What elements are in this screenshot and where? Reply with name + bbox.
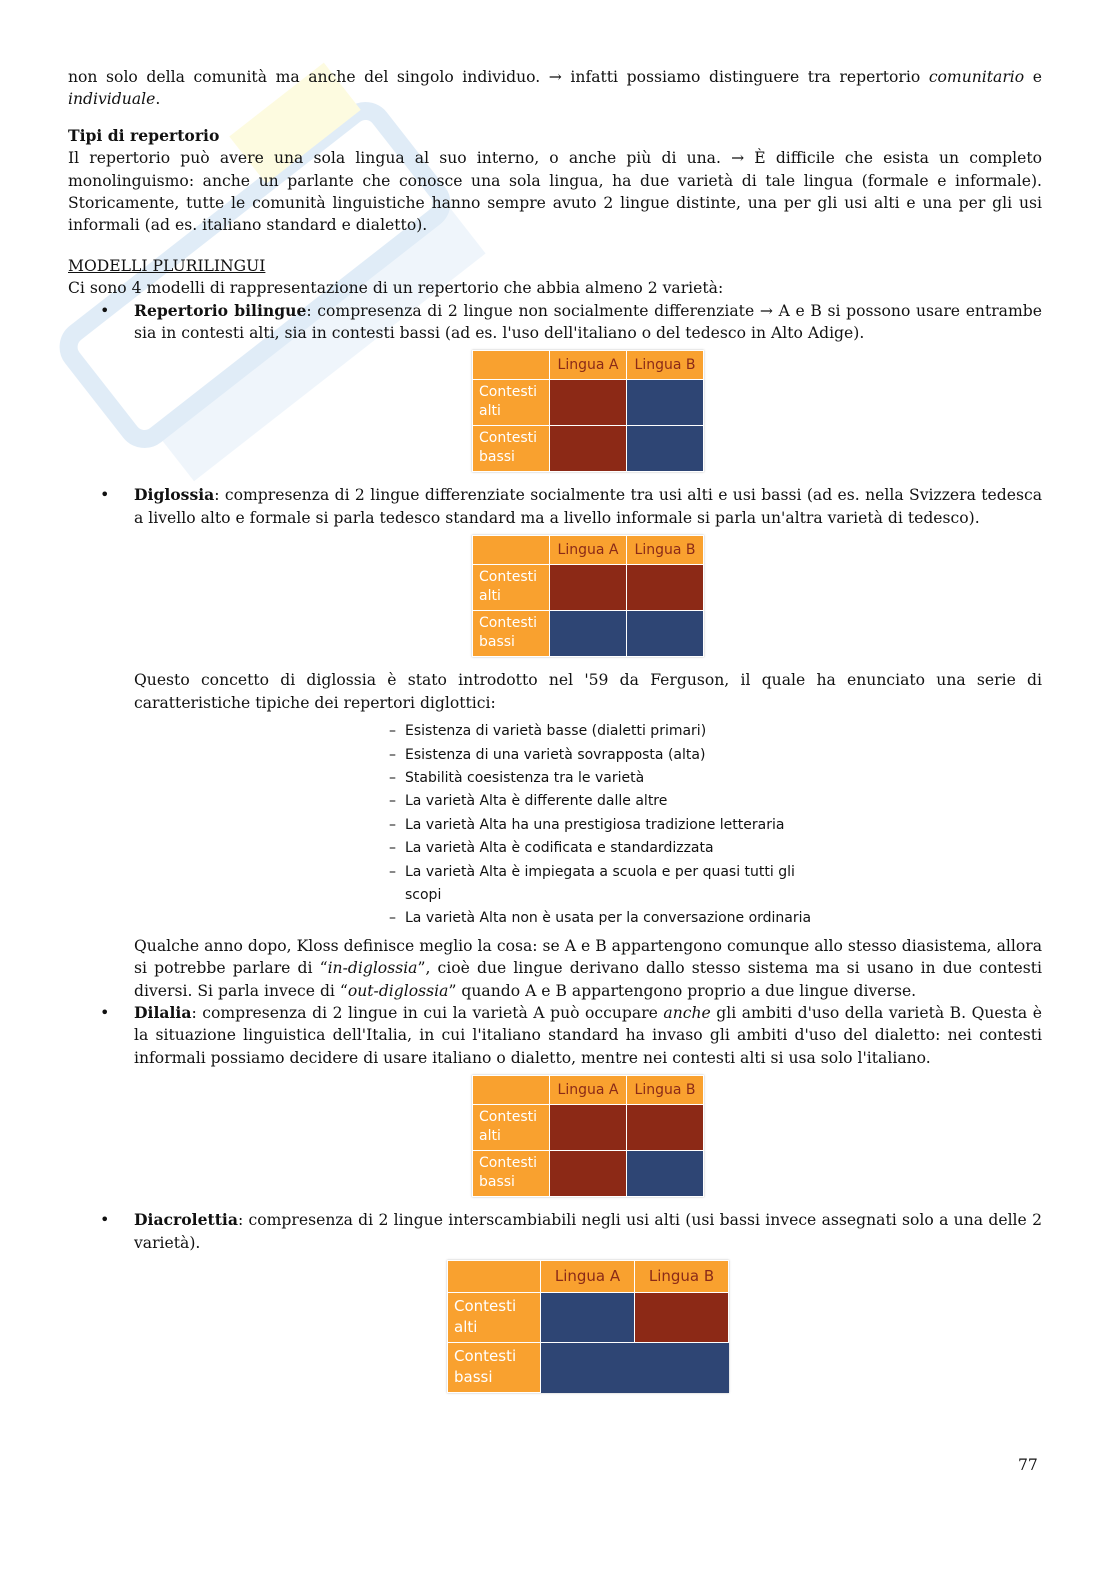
cell-bassi-b: [627, 611, 704, 657]
cell-alti-a: [550, 565, 627, 611]
list-item-bilingue: • Repertorio bilingue: compresenza di 2 lingue non socialmente differenziate → A e B si possono usare entrambe sia in contesti alti, sia in contesti bassi (ad es. l'uso dell'italiano o del tedesco in Alto Adige). Lingua A Lingua B Contesti alti Contesti bassi: [68, 300, 1042, 473]
cell-bassi-a: [550, 611, 627, 657]
cell-bassi-ab: [541, 1343, 729, 1393]
arrow-icon: →: [759, 301, 773, 320]
arrow-icon: →: [548, 68, 562, 86]
table-dilalia: Lingua A Lingua B Contesti alti Contesti bassi: [472, 1075, 704, 1197]
cell-alti-a: [550, 1105, 627, 1151]
list-item: – Esistenza di una varietà sovrapposta (alta): [389, 744, 825, 767]
cell-bassi-a: [550, 1151, 627, 1197]
table-diglossia: Lingua A Lingua B Contesti alti Contesti bassi: [472, 535, 704, 657]
models-list: [68, 300, 1042, 1393]
cell-alti-b: [635, 1293, 729, 1343]
intro-paragraph: non solo della comunità ma anche del singolo individuo. → infatti possiamo distinguere tra repertorio comunitario e individuale.: [68, 68, 1042, 109]
cell-bassi-b: [627, 426, 704, 472]
cell-bassi-a: [550, 426, 627, 472]
list-item: – La varietà Alta non è usata per la conversazione ordinaria: [389, 907, 825, 930]
cell-bassi-b: [627, 1151, 704, 1197]
cell-alti-b: [627, 565, 704, 611]
document-page: [68, 66, 1042, 1405]
list-item: – La varietà Alta è differente dalle altre: [389, 790, 825, 813]
list-item: – Stabilità coesistenza tra le varietà: [389, 767, 825, 790]
list-item: – La varietà Alta è codificata e standardizzata: [389, 837, 825, 860]
list-item: – Esistenza di varietà basse (dialetti primari): [389, 720, 825, 743]
table-bilingue: Lingua A Lingua B Contesti alti Contesti bassi: [472, 350, 704, 472]
modelli-intro: Ci sono 4 modelli di rappresentazione di un repertorio che abbia almeno 2 varietà:: [68, 279, 724, 298]
arrow-icon: →: [731, 149, 745, 168]
page-number: 77: [1018, 1456, 1038, 1474]
list-item-diglossia: • Diglossia: compresenza di 2 lingue differenziate socialmente tra usi alti e usi bassi (ad es. nella Svizzera tedesca a livello alto e formale si parla tedesco standard ma a livello informale si parla un'altra varietà di tedesco). Lingua A Lingua B Contesti alti Contesti bassi Questo concetto di diglossia è stato introdotto nel '59 da Ferguson, il quale ha enunciato una serie di caratteristiche tipiche dei repertori diglottici: – Esistenza di varietà basse (dialetti primari) – Esistenza di una varietà sovrapposta (alta) – Stabilità coesistenza tra le varietà – La varietà Alta è differente dalle altre – La varietà Alta ha una prestigiosa tradizione letteraria – La varietà Alta è codificata e standardizzata – La varietà Alta è impiegata a scuola e per quasi tutti gli scopi – La varietà Alta non è usata per la conversazione ordinaria Qualche anno dopo, Kloss definisce meglio la cosa: se A e B appartengono comunque allo stesso diasistema, allora si potrebbe parlare di “in-diglossia”, cioè due lingue derivano dallo stesso sistema ma si usano in due contesti diversi. Si parla invece di “out-diglossia” quando A e B appartengono proprio a due lingue diverse.: [68, 484, 1042, 1002]
list-item-dilalia: • Dilalia: compresenza di 2 lingue in cui la varietà A può occupare anche gli ambiti d'uso della varietà B. Questa è la situazione linguistica dell'Italia, in cui l'italiano standard ha invaso gli ambiti d'uso del dialetto: nei contesti informali possiamo decidere di usare italiano o dialetto, mentre nei contesti alti si usa solo l'italiano. Lingua A Lingua B Contesti alti Contesti bassi: [68, 1002, 1042, 1197]
list-item-diacrolettia: • Diacrolettia: compresenza di 2 lingue interscambiabili negli usi alti (usi bassi invece assegnati solo a una delle 2 varietà). Lingua A Lingua B Contesti alti Contesti bassi: [68, 1209, 1042, 1393]
tipi-paragraph: Il repertorio può avere una sola lingua al suo interno, o anche più di una. → È difficile che esista un completo monolinguismo: anche un parlante che conosce una sola lingua, ha due varietà di tale lingua (formale e informale). Storicamente, tutte le comunità linguistiche hanno sempre avuto 2 lingue distinte, una per gli usi alti e una per gli usi informali (ad es. italiano standard e dialetto).: [68, 149, 1042, 235]
table-diacrolettia: Lingua A Lingua B Contesti alti Contesti bassi: [447, 1260, 729, 1393]
ferguson-features: [134, 720, 1042, 931]
ferguson-paragraph: Questo concetto di diglossia è stato introdotto nel '59 da Ferguson, il quale ha enunciato una serie di caratteristiche tipiche dei repertori diglottici:: [134, 671, 1042, 712]
cell-alti-b: [627, 1105, 704, 1151]
section-heading-modelli: MODELLI PLURILINGUI: [68, 256, 266, 275]
cell-alti-b: [627, 380, 704, 426]
cell-alti-a: [550, 380, 627, 426]
kloss-paragraph: Qualche anno dopo, Kloss definisce meglio la cosa: se A e B appartengono comunque allo stesso diasistema, allora si potrebbe parlare di “in-diglossia”, cioè due lingue derivano dallo stesso sistema ma si usano in due contesti diversi. Si parla invece di “out-diglossia” quando A e B appartengono proprio a due lingue diverse.: [134, 936, 1042, 1000]
cell-alti-a: [541, 1293, 635, 1343]
section-heading-tipi: Tipi di repertorio: [68, 125, 220, 145]
list-item: – La varietà Alta è impiegata a scuola e per quasi tutti gli scopi: [389, 861, 825, 908]
list-item: – La varietà Alta ha una prestigiosa tradizione letteraria: [389, 814, 825, 837]
